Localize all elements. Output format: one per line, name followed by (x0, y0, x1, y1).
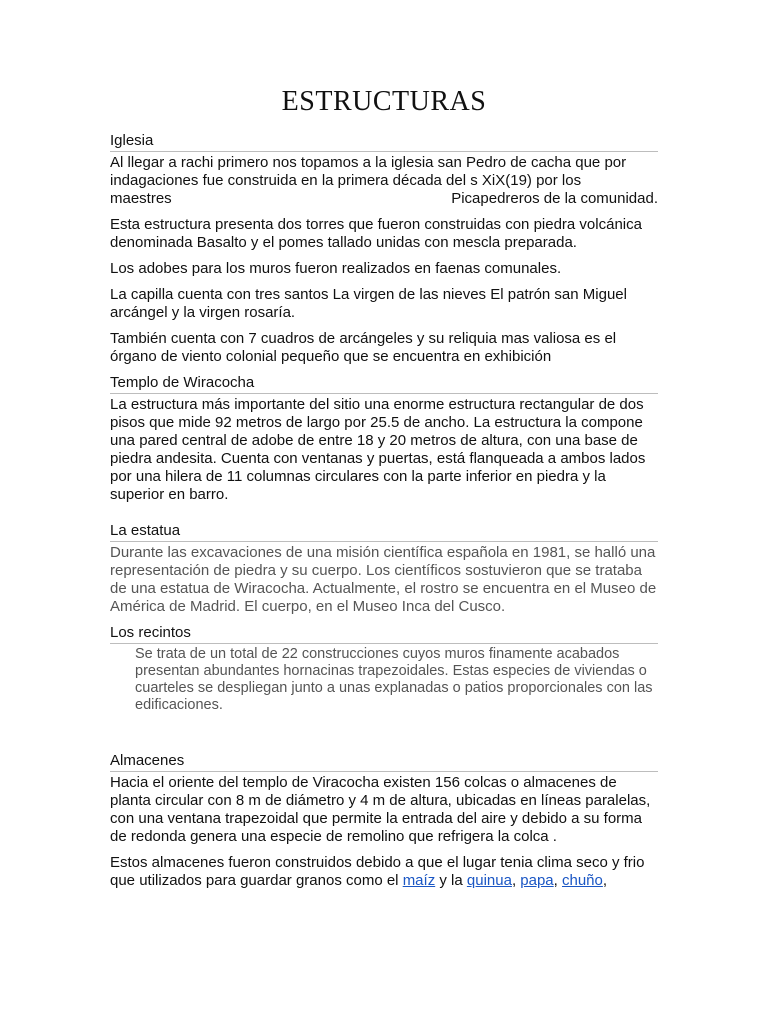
estatua-paragraph-1: Durante las excavaciones de una misión científica española en 1981, se halló una representación de piedra y su cuerpo. Los científicos sostuvieron que se trataba de una estatua de Wiracocha. Actualmente, el rostro se encuentra en el Museo de América de Madrid. El cuerpo, en el Museo Inca del Cusco. (110, 544, 657, 615)
document-body (110, 132, 658, 898)
link-papa[interactable]: papa (520, 872, 554, 889)
section-heading-iglesia: Iglesia (110, 132, 658, 152)
almacenes-p2-sep: y la (439, 872, 463, 889)
iglesia-paragraph-1 (110, 154, 658, 208)
recintos-paragraph-1: Se trata de un total de 22 construcciones cuyos muros finamente acabados presentan abundantes hornacinas trapezoidales. Estas especies de viviendas o cuarteles se despliegan junto a unas explanadas o patios proporcionales con las edificaciones. (135, 646, 653, 713)
iglesia-p1-text: Al llegar a rachi primero nos topamos a la iglesia san Pedro de cacha que por indagaciones fue construida en la primera década del s XiX(19) por los (110, 154, 627, 189)
almacenes-p2-text: Estos almacenes fueron construidos debido a que el lugar tenia clima seco y frio que utilizados para guardar granos como el (110, 854, 645, 889)
templo-paragraph-1: La estructura más importante del sitio una enorme estructura rectangular de dos pisos que mide 92 metros de largo por 25.5 de ancho. La estructura la compone una pared central de adobe de entre 18 y 20 metros de altura, con una base de piedra andesita. Cuenta con ventanas y puertas, está flanqueada a ambos lados por una hilera de 11 columnas circulares con la parte inferior en piedra y la superior en barro. (110, 396, 646, 503)
link-maiz[interactable]: maíz (402, 872, 436, 889)
iglesia-p1-right: Picapedreros de la comunidad. (451, 190, 658, 207)
iglesia-p1-left: maestres (110, 190, 172, 207)
spacer (110, 512, 658, 522)
iglesia-paragraph-2: Esta estructura presenta dos torres que fueron construidas con piedra volcánica denominada Basalto y el pomes tallado unidas con mescla preparada. (110, 216, 642, 251)
page-title: ESTRUCTURAS (281, 86, 487, 117)
section-heading-estatua: La estatua (110, 522, 658, 542)
iglesia-p1-justified-line (110, 190, 658, 208)
spacer (110, 722, 658, 752)
comma: , (602, 872, 608, 889)
iglesia-paragraph-4: La capilla cuenta con tres santos La virgen de las nieves El patrón san Miguel arcángel y la virgen rosaría. (110, 286, 627, 321)
section-heading-recintos: Los recintos (110, 624, 658, 644)
section-heading-almacenes: Almacenes (110, 752, 658, 772)
almacenes-paragraph-2 (110, 854, 658, 890)
section-heading-templo: Templo de Wiracocha (110, 374, 658, 394)
link-chuno[interactable]: chuño (562, 872, 603, 889)
iglesia-paragraph-5: También cuenta con 7 cuadros de arcángeles y su reliquia mas valiosa es el órgano de viento colonial pequeño que se encuentra en exhibición (110, 330, 617, 365)
iglesia-paragraph-3: Los adobes para los muros fueron realizados en faenas comunales. (110, 260, 562, 277)
comma: , (553, 872, 558, 889)
link-quinua[interactable]: quinua (466, 872, 512, 889)
almacenes-paragraph-1: Hacia el oriente del templo de Viracocha existen 156 colcas o almacenes de planta circular con 8 m de diámetro y 4 m de altura, ubicadas en líneas paralelas, con una ventana trapezoidal que permite la entrada del aire y debido a su forma de redonda genera una especie de remolino que refrigera la colca . (110, 774, 651, 845)
comma: , (511, 872, 517, 889)
